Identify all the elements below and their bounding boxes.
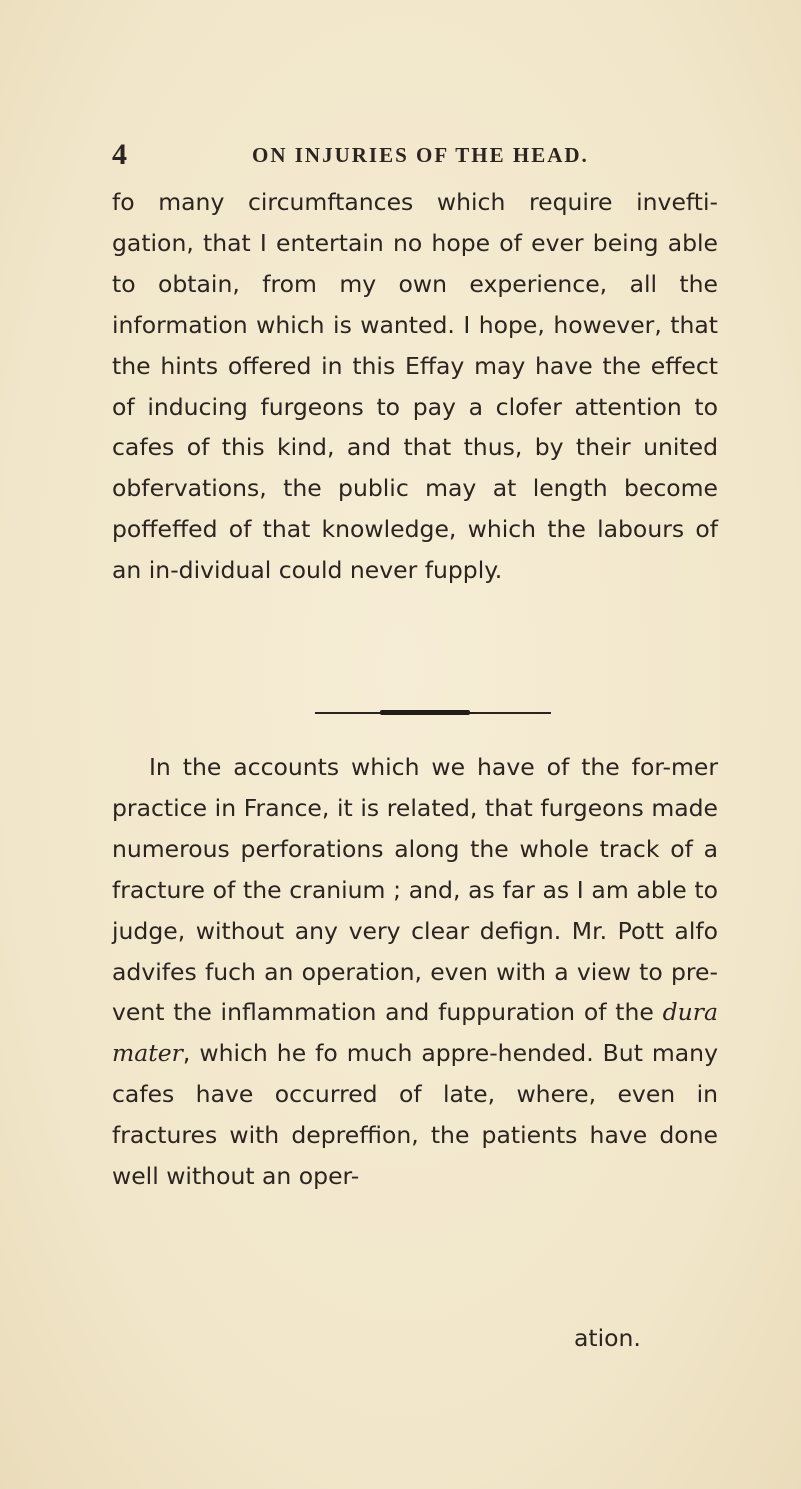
paragraph-2-text-a: In the accounts which we have of the for-mer practice in France, it is related, that furgeons made numerous perforations along the whole track of a fracture of the cranium ; and, as far as I am able to judge, without any very clear defign. Mr. Pott alfo advifes fuch an operation, even with a view to pre-vent the inflammation and fuppuration of the xyxy=(112,753,718,1027)
paragraph-2-last-line: ation. xyxy=(574,1324,641,1352)
running-head: ON INJURIES OF THE HEAD. xyxy=(252,143,589,167)
page-header xyxy=(112,137,718,173)
italic-term: dura mater xyxy=(112,998,718,1068)
paragraph-2-text-b: , which he fo much appre-hended. But many cafes have occurred of late, where, even in fractures with depreffion, the patients have done well without an oper- xyxy=(112,1039,718,1191)
paragraph-2 xyxy=(112,747,718,1197)
section-divider-ornament xyxy=(380,710,470,715)
page-number: 4 xyxy=(112,138,127,171)
paragraph-1: fo many circumftances which require invefti-gation, that I entertain no hope of ever being able to obtain, from my own experience, all the information which is wanted. I hope, however, that the hints offered in this Effay may have the effect of inducing furgeons to pay a clofer attention to cafes of this kind, and that thus, by their united obfervations, the public may at length become poffeffed of that knowledge, which the labours of an in-dividual could never fupply. xyxy=(112,188,718,585)
